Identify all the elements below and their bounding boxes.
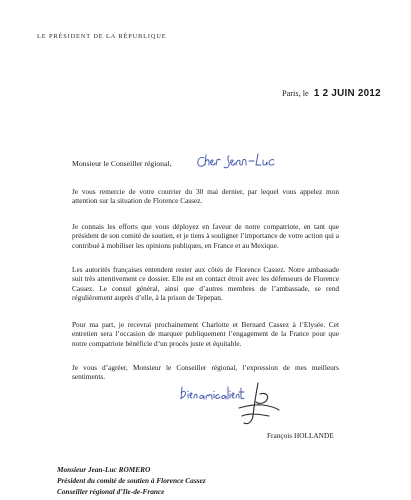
addressee-role: Président du comité de soutien à Florence Cassez	[57, 476, 206, 486]
addressee-block	[57, 464, 206, 498]
handwritten-greeting-ink	[196, 150, 280, 172]
signature-ink	[236, 380, 282, 430]
date-place: Paris, le	[282, 89, 309, 98]
body-paragraph-3: Les autorités françaises entendent rester aux côtés de Florence Cassez. Notre ambassade suit très attentivement ce dossier. Elle est en contact étroit avec les défenseurs de Florence Cassez. Le consul général, ainsi que d’autres membres de l’ambassade, se rend régulièrement auprès d’elle, à la prison de Tepepan.	[72, 265, 339, 303]
handwritten-greeting	[196, 150, 280, 177]
body-paragraph-5: Je vous d’agréer, Monsieur le Conseiller régional, l’expression de mes meilleurs sentiments.	[72, 363, 339, 382]
body-paragraph-4: Pour ma part, je recevrai prochainement Charlotte et Bernard Cassez à l’Elysée. Cet entretien sera l’occasion de marquer publiquement l’engagement de la France pour que notre compatriote bénéficie d’un procès juste et équitable.	[72, 320, 339, 348]
body-paragraph-1: Je vous remercie de votre courrier du 30 mai dernier, par lequel vous appelez mon attention sur la situation de Florence Cassez.	[72, 187, 339, 206]
date-line	[282, 88, 381, 99]
addressee-title: Conseiller régional d’Ile-de-France	[57, 487, 165, 497]
date-stamp: 1 2 JUIN 2012	[313, 88, 381, 99]
letterhead: LE PRÉSIDENT DE LA RÉPUBLIQUE	[37, 33, 167, 40]
salutation: Monsieur le Conseiller régional,	[72, 159, 172, 168]
body-paragraph-2: Je connais les efforts que vous déployez en faveur de notre compatriote, en tant que président de son comité de soutien, et je tiens à souligner l’importance de votre action qui a contribué à mobiliser les opinions publiques, en France et au Mexique.	[72, 222, 339, 250]
addressee-name: Monsieur Jean-Luc ROMERO	[57, 465, 151, 474]
signature	[236, 380, 282, 435]
signer-name: François HOLLANDE	[267, 431, 334, 440]
